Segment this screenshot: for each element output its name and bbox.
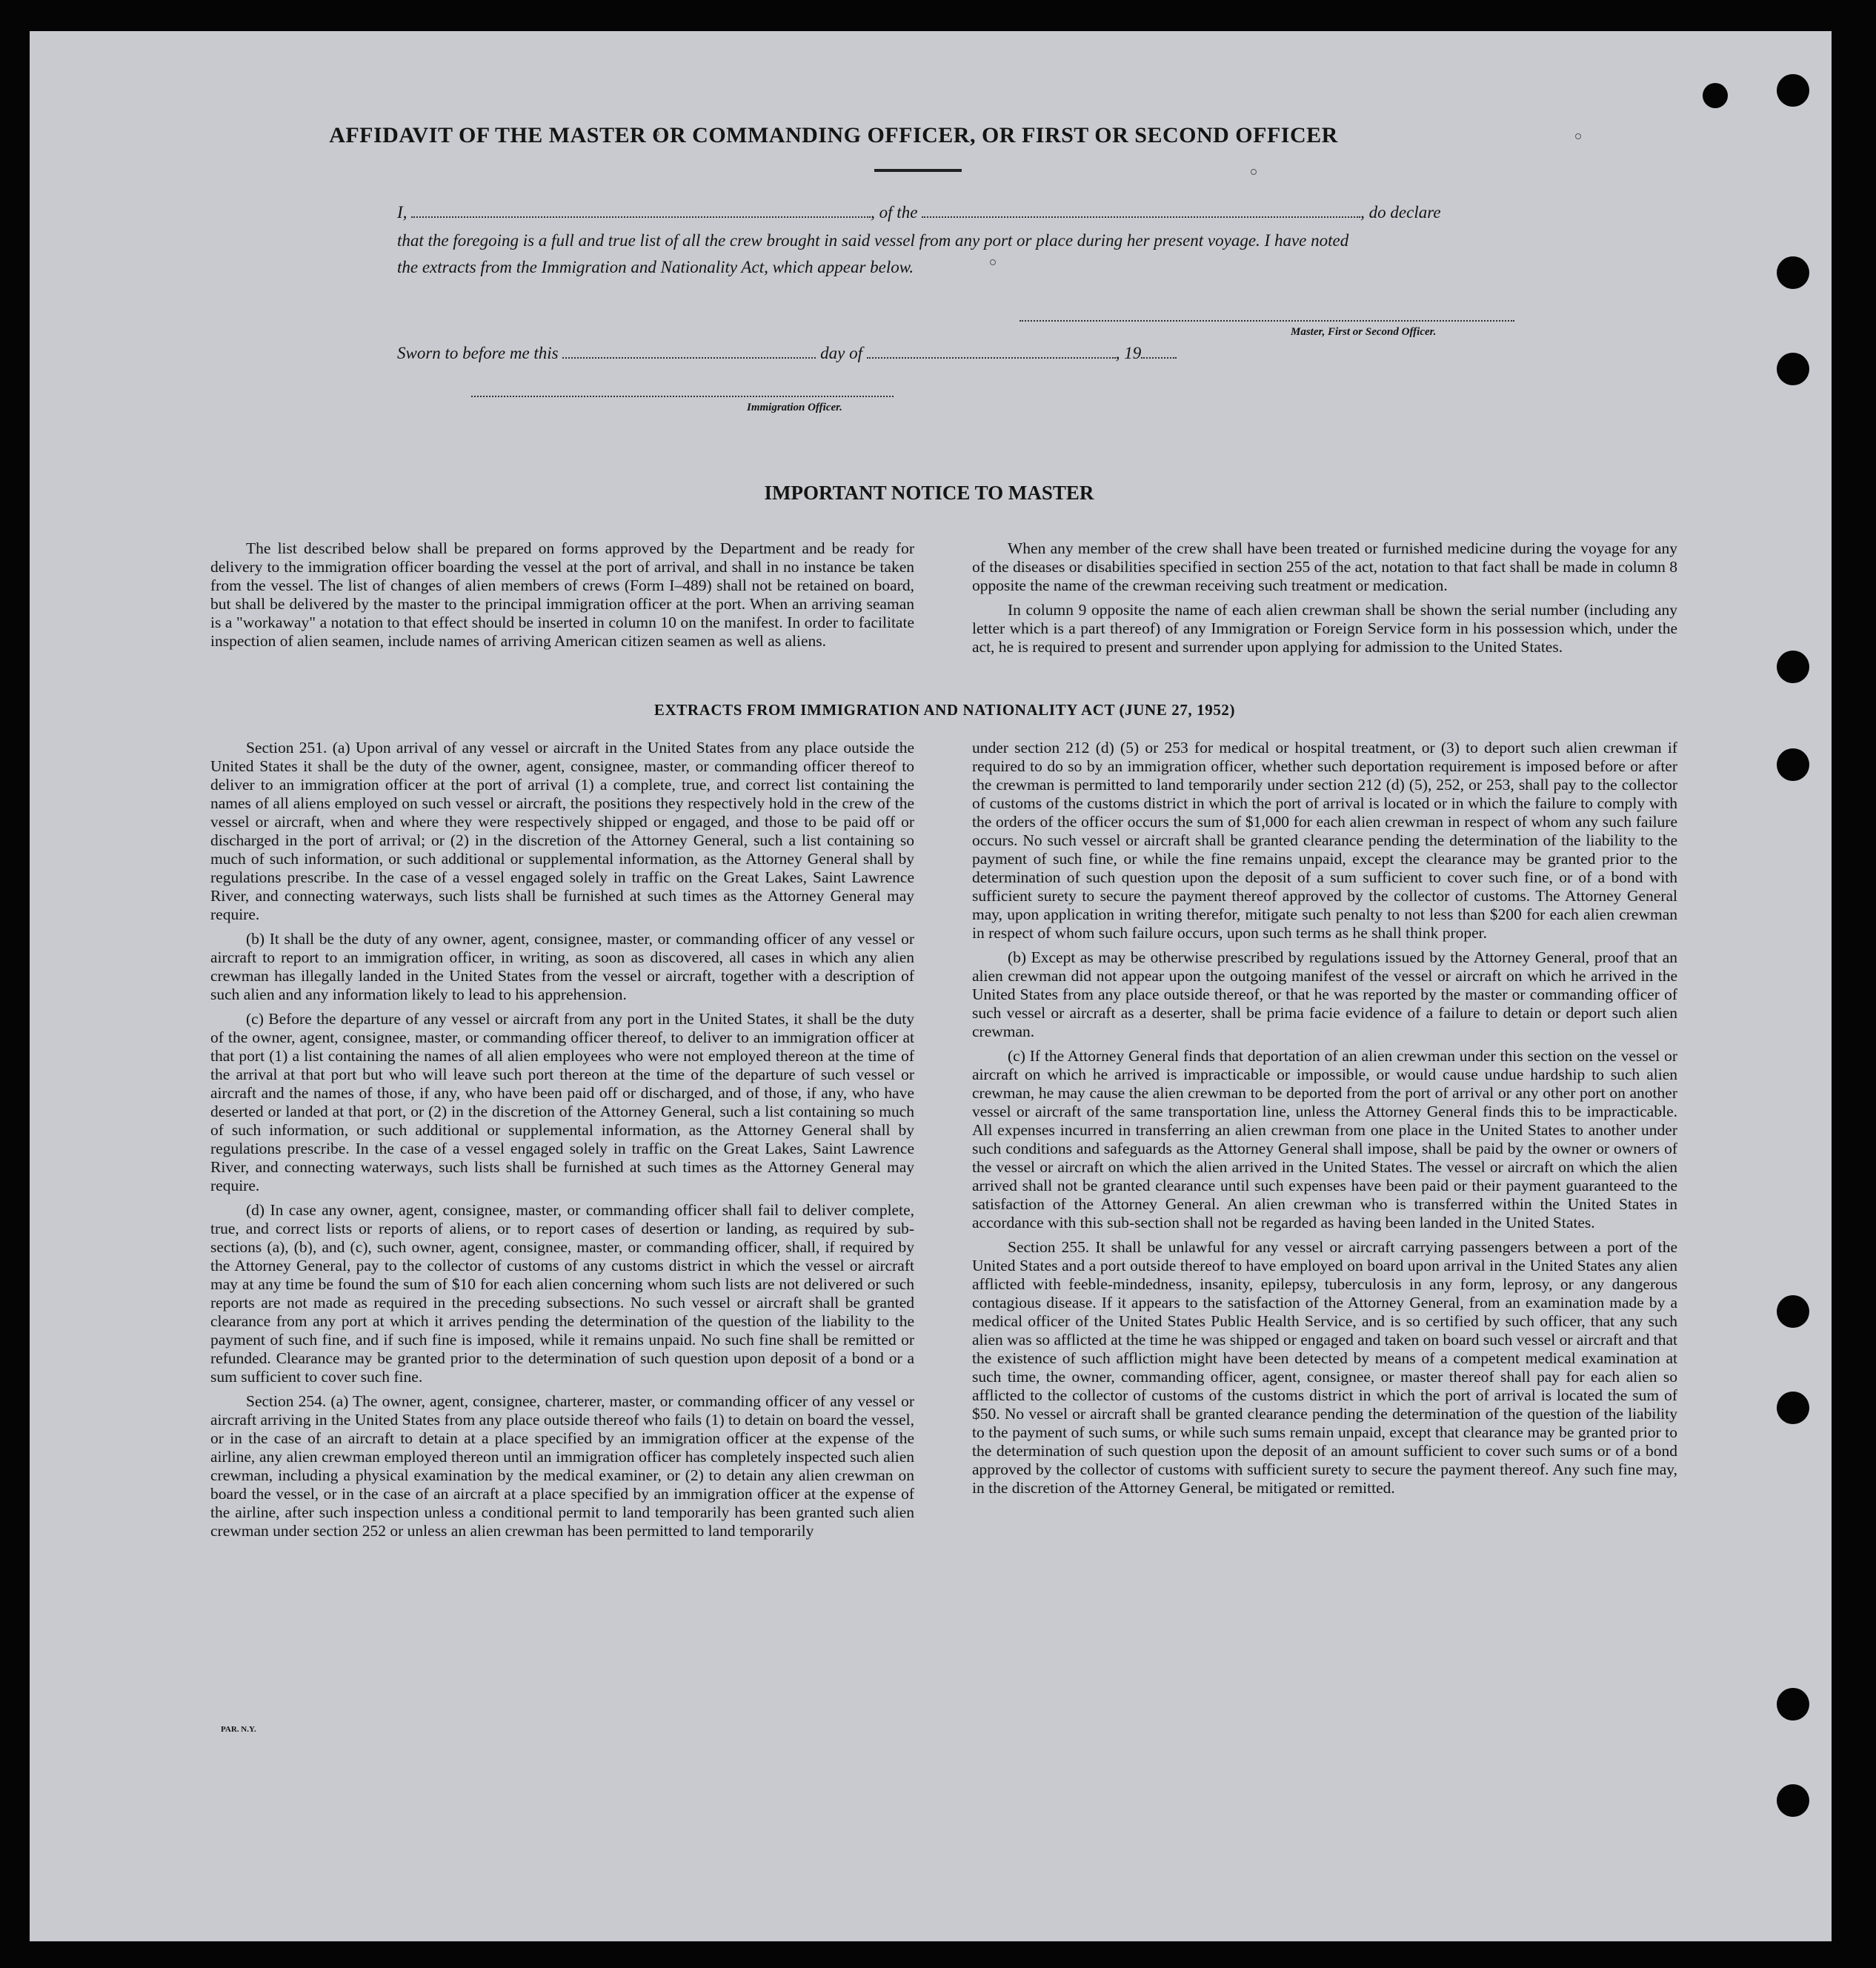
notice-paragraph: In column 9 opposite the name of each alien crewman shall be shown the serial number (including any letter which is a part thereof) of any Immigration or Foreign Service form in his possession which, under the act, he is required to present and surrender upon applying for admission to the United States. xyxy=(972,601,1677,656)
notice-paragraph: When any member of the crew shall have been treated or furnished medicine during the voyage for any of the diseases or disabilities specified in section 255 of the act, notation to that fact shall be made in column 8 opposite the name of the crewman receiving such treatment or medication. xyxy=(972,539,1677,594)
notice-right-column xyxy=(972,539,1677,695)
paper-speck xyxy=(990,259,996,265)
extracts-title: EXTRACTS FROM IMMIGRATION AND NATIONALITY ACT (JUNE 27, 1952) xyxy=(653,701,1236,719)
sworn-year-field[interactable] xyxy=(1141,344,1177,359)
notice-paragraph: The list described below shall be prepared on forms approved by the Department and be ready for delivery to the immigration officer boarding the vessel at the port of arrival, and shall in no instance be taken from the vessel. The list of changes of alien members of crews (Form I–489) shall not be retained on board, but shall be delivered by the master to the principal immigration officer at the port. When an arriving seaman is a "workaway" a notation to that effect should be inserted in column 10 on the manifest. In order to facilitate inspection of alien seamen, include names of arriving American citizen seamen as well as aliens. xyxy=(210,539,914,650)
statute-paragraph: (b) It shall be the duty of any owner, agent, consignee, master, or commanding officer of any vessel or aircraft to report to an immigration officer, in writing, as soon as discovered, all cases in which any alien crewman has illegally landed in the United States from the vessel or aircraft, together with a description of such alien and any information likely to lead to his apprehension. xyxy=(210,930,914,1003)
printer-mark: PAR. N.Y. xyxy=(221,1725,256,1734)
declaration-line xyxy=(397,203,1441,222)
statute-paragraph: Section 251. (a) Upon arrival of any vessel or aircraft in the United States from any place outside the United States it shall be the duty of the owner, agent, consignee, master, or commanding officer thereof to deliver to an immigration officer at the port of arrival (1) a complete, true, and correct list containing the names of all aliens employed on such vessel or aircraft, the positions they respectively hold in the crew of the vessel or aircraft, when and where they were respectively shipped or engaged, and those to be paid off or discharged in the port of arrival; or (2) in the discretion of the Attorney General, such a list containing so much of such information, or such additional or supplemental information, as the Attorney General shall by regulations prescribe. In the case of a vessel engaged solely in traffic on the Great Lakes, Saint Lawrence River, and connecting waterways, such lists shall be furnished at such times as the Attorney General may require. xyxy=(210,739,914,923)
statute-paragraph: under section 212 (d) (5) or 253 for medical or hospital treatment, or (3) to deport such alien crewman if required to do so by an immigration officer, whether such deportation requirement is imposed before or after the crewman is permitted to land temporarily under section 212 (d) (5), 252, or 253, shall pay to the collector of customs of the customs district in which the port of arrival is located or in which the failure to comply with the orders of the officer occurs the sum of $1,000 for each alien crewman in respect of whom any such failure occurs. No such vessel or aircraft shall be granted clearance pending the determination of the liability to the payment of such fine, or while the fine remains unpaid, except the clearance may be granted prior to the determination of such question upon the deposit of a sum sufficient to cover such fine, or of a bond with sufficient surety to secure the payment thereof approved by the collector of customs. The Attorney General may, upon application in writing therefor, mitigate such penalty to not less than $200 for each alien crewman in respect of whom such failure occurs, upon such terms as he shall think proper. xyxy=(972,739,1677,942)
extracts-left-column xyxy=(210,739,914,1724)
immigration-officer-signature-line[interactable] xyxy=(471,396,894,397)
declaration-text-line-2: that the foregoing is a full and true list of all the crew brought in said vessel from any port or place during her present voyage. I have noted xyxy=(397,231,1349,250)
punch-hole xyxy=(1777,1688,1809,1721)
punch-hole xyxy=(1777,256,1809,289)
extracts-right-column xyxy=(972,739,1677,1724)
punch-hole xyxy=(1777,1295,1809,1328)
notice-left-column xyxy=(210,539,914,695)
statute-paragraph: (c) Before the departure of any vessel or aircraft from any port in the United States, it shall be the duty of the owner, agent, consignee, master, or commanding officer thereof, to deliver to an immigration officer at that port (1) a list containing the names of all alien employees who were not employed thereon at the time of the arrival at that port but who will leave such port thereon at the time of the departure of such vessel or aircraft and the names of those, if any, who have been paid off or discharged, and of those, if any, who have deserted or landed at that port, or (2) in the discretion of the Attorney General, such a list containing so much of such information, or such additional or supplemental information, as the Attorney General shall by regulations prescribe. In the case of a vessel engaged solely in traffic on the Great Lakes, Saint Lawrence River, and connecting waterways, such lists shall be furnished at such times as the Attorney General may require. xyxy=(210,1010,914,1194)
sworn-line xyxy=(397,344,1177,363)
paper-speck xyxy=(1251,169,1257,175)
punch-hole xyxy=(1777,1784,1809,1817)
notice-title: IMPORTANT NOTICE TO MASTER xyxy=(764,482,1094,504)
sworn-month-field[interactable] xyxy=(867,344,1116,359)
name-field[interactable] xyxy=(411,203,871,218)
declaration-declare: , do declare xyxy=(1360,203,1441,222)
statute-paragraph: (b) Except as may be otherwise prescribed by regulations issued by the Attorney General, proof that an alien crewman did not appear upon the outgoing manifest of the vessel or aircraft on which he arrived in the United States from any place outside thereof, or that he was reported by the master or commanding officer of such vessel or aircraft as a deserter, shall be prima facie evidence of a failure to detain or deport such alien crewman. xyxy=(972,948,1677,1040)
statute-paragraph: Section 254. (a) The owner, agent, consignee, charterer, master, or commanding officer of any vessel or aircraft arriving in the United States from any place outside thereof who fails (1) to detain on board the vessel, or in the case of an aircraft to detain at a place specified by an immigration officer at the expense of the airline, any alien crewman employed thereon until an immigration officer has completely inspected such alien crewman, including a physical examination by the medical examiner, or (2) to detain any alien crewman on board the vessel, or in the case of an aircraft at a place specified by an immigration officer at the expense of the airline, after such inspection unless a conditional permit to land temporarily has been granted such alien crewman under section 252 or unless an alien crewman has been permitted to land temporarily xyxy=(210,1392,914,1540)
statute-paragraph: Section 255. It shall be unlawful for any vessel or aircraft carrying passengers between a port of the United States and a port outside thereof to have employed on board upon arrival in the United States any alien afflicted with feeble-mindedness, insanity, epilepsy, tuberculosis in any form, leprosy, or any dangerous contagious disease. If it appears to the satisfaction of the Attorney General, from an examination made by a medical officer of the United States Public Health Service, and is so certified by such officer, that any such alien was so afflicted at the time he was shipped or engaged and taken on board such vessel or aircraft and that the existence of such affliction might have been detected by means of a competent medical examination at such time, the owner, commanding officer, agent, consignee, or master thereof shall pay for each alien so afflicted to the collector of customs of the customs district in which the port of arrival is located the sum of $50. No vessel or aircraft shall be granted clearance pending the determination of the question of the liability to the payment of such sums, or while such sums remain unpaid, except that clearance may be granted prior to the determination of such question upon the deposit of an amount sufficient to cover such sums or of a bond approved by the collector of customs with sufficient surety to secure the payment thereof. Any such fine may, in the discretion of the Attorney General, be mitigated or remitted. xyxy=(972,1238,1677,1497)
vessel-field[interactable] xyxy=(922,203,1360,218)
declaration-i: I, xyxy=(397,203,408,222)
punch-hole xyxy=(1777,1392,1809,1424)
punch-hole xyxy=(1777,74,1809,107)
declaration-of-the: , of the xyxy=(871,203,918,222)
year-label: , 19 xyxy=(1115,344,1142,362)
punch-hole xyxy=(1703,83,1728,108)
master-signature-line[interactable] xyxy=(1020,320,1514,322)
punch-hole xyxy=(1777,651,1809,683)
sworn-label: Sworn to before me this xyxy=(397,344,559,362)
title-rule xyxy=(874,169,962,172)
affidavit-title: AFFIDAVIT OF THE MASTER OR COMMANDING OFFICER, OR FIRST OR SECOND OFFICER xyxy=(329,123,1338,147)
master-signature-caption: Master, First or Second Officer. xyxy=(1291,326,1437,338)
declaration-text-line-3: the extracts from the Immigration and Nationality Act, which appear below. xyxy=(397,258,914,276)
statute-paragraph: (d) In case any owner, agent, consignee, master, or commanding officer shall fail to deliver complete, true, and correct lists or reports of aliens, or to report cases of desertion or landing, as required by sub-sections (a), (b), and (c), such owner, agent, consignee, master, or commanding officer, shall, if required by the Attorney General, pay to the collector of customs of any customs district in which the vessel or aircraft may at any time be found the sum of $10 for each alien concerning whom such lists are not delivered or such reports are not made as required in the preceding subsections. No such vessel or aircraft shall be granted clearance from any port at which it arrives pending the determination of the question of the liability to the payment of such fine, and if such fine is imposed, while it remains unpaid. No such fine shall be remitted or refunded. Clearance may be granted prior to the determination of such question upon deposit of a bond or a sum sufficient to cover such fine. xyxy=(210,1201,914,1386)
sworn-day-field[interactable] xyxy=(562,344,816,359)
punch-hole xyxy=(1777,353,1809,385)
form-page xyxy=(30,31,1832,1941)
day-of-label: day of xyxy=(820,344,862,362)
punch-hole xyxy=(1777,748,1809,781)
statute-paragraph: (c) If the Attorney General finds that deportation of an alien crewman under this section on the vessel or aircraft on which he arrived is impracticable or impossible, or would cause undue hardship to such alien crewman, he may cause the alien crewman to be deported from the port of arrival or any other port on another vessel or aircraft of the same transportation line, unless the Attorney General finds this to be impracticable. All expenses incurred in transferring an alien crewman from one place in the United States to another under such conditions and safeguards as the Attorney General shall impose, shall be paid by the owner or owners of the vessel or aircraft on which the alien arrived in the United States. The vessel or aircraft on which the alien arrived shall not be granted clearance until such expenses have been paid or their payment guaranteed to the satisfaction of the Attorney General. An alien crewman who is transferred within the United States in accordance with this sub-section shall not be regarded as having been landed in the United States. xyxy=(972,1047,1677,1231)
immigration-officer-caption: Immigration Officer. xyxy=(747,402,842,413)
